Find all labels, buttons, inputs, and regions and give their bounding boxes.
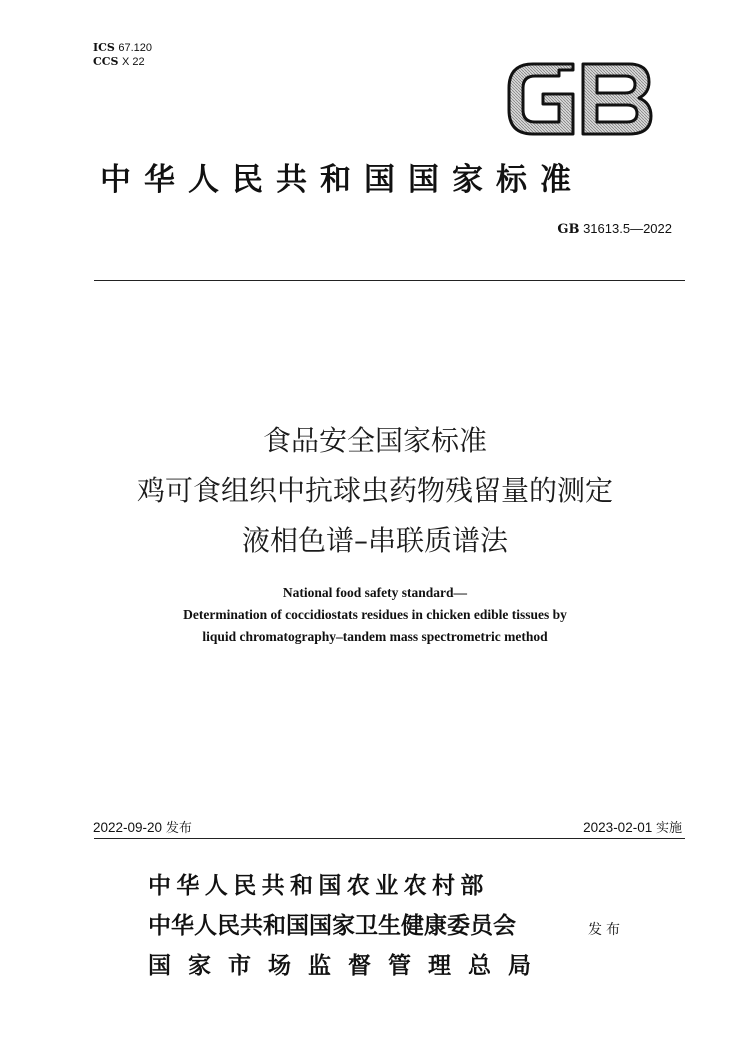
english-title-line-1: National food safety standard—	[282, 585, 468, 600]
issuer-health-commission: 中华人民共和国国家卫生健康委员会	[148, 912, 516, 939]
issue-date-label: 发布	[165, 821, 192, 836]
ics-value: 67.120	[118, 42, 153, 54]
standard-category-title: 中华人民共和国国家标准	[100, 162, 584, 198]
standard-number-value: 31613.5—2022	[583, 221, 672, 236]
effective-date-value: 2023-02-01	[583, 820, 653, 835]
standard-number-prefix: GB	[557, 222, 580, 237]
issue-date-value: 2022-09-20	[93, 820, 163, 835]
issuing-authorities	[148, 866, 588, 986]
chinese-title-line-1: 食品安全国家标准	[262, 424, 487, 457]
issuer-market-regulation: 国家市场监督管理总局	[148, 952, 548, 979]
ccs-label: CCS	[93, 55, 119, 68]
chinese-title-line-2: 鸡可食组织中抗球虫药物残留量的测定	[136, 474, 613, 507]
ics-label: ICS	[93, 41, 115, 54]
effective-date-label: 实施	[655, 821, 682, 836]
english-title-line-2: Determination of coccidiostats residues in chicken edible tissues by	[183, 607, 567, 622]
chinese-title-line-3: 液相色谱–串联质谱法	[241, 524, 508, 557]
issue-date	[93, 817, 192, 836]
issuer-action-label: 发布	[588, 922, 624, 938]
header-divider	[94, 280, 685, 281]
english-title-block	[0, 582, 750, 648]
effective-date	[583, 817, 682, 836]
date-divider	[94, 838, 685, 839]
ccs-line	[93, 55, 152, 69]
ics-line	[93, 41, 152, 55]
gb-logo	[503, 60, 655, 138]
ccs-value: X 22	[121, 56, 145, 68]
chinese-title-block	[0, 416, 750, 566]
english-title-line-3: liquid chromatography–tandem mass spectrometric method	[202, 629, 548, 644]
standard-number	[557, 221, 672, 237]
classification-codes	[93, 41, 152, 69]
issuer-ministry-agriculture: 中华人民共和国农业农村部	[148, 872, 489, 899]
